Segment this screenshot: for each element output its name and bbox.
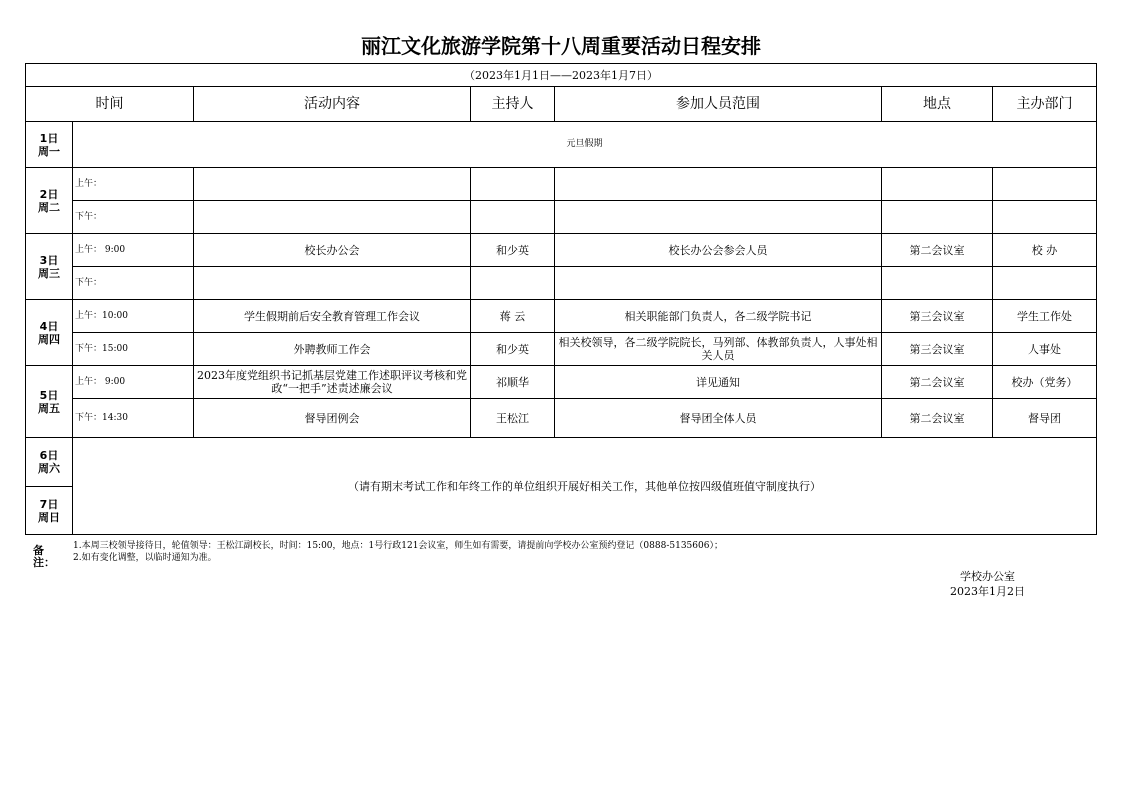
- day-cell-wed: [26, 234, 73, 300]
- time-cell: 下午：14:30: [73, 399, 194, 438]
- time-cell: 上午： 9:00: [73, 366, 194, 399]
- location-cell: 第二会议室: [882, 399, 993, 438]
- date-range: （2023年1月1日——2023年1月7日）: [26, 64, 1097, 87]
- participants-cell: 相关校领导，各二级学院院长，马列部、体教部负责人，人事处相关人员: [555, 333, 882, 366]
- day-date: 4日: [39, 319, 59, 333]
- header-location: 地点: [882, 87, 993, 122]
- header-organizer: 主办部门: [993, 87, 1097, 122]
- content-cell: 外聘教师工作会: [194, 333, 471, 366]
- time-cell: 上午：: [73, 168, 194, 201]
- table-row: [26, 399, 1097, 438]
- participants-cell: 详见通知: [555, 366, 882, 399]
- day-week: 周一: [38, 144, 60, 158]
- header-time: 时间: [26, 87, 194, 122]
- host-cell: 蒋 云: [471, 300, 555, 333]
- day-cell-tue: [26, 168, 73, 234]
- header-participants: 参加人员范围: [555, 87, 882, 122]
- table-row: [26, 366, 1097, 399]
- table-row: [26, 168, 1097, 201]
- location-cell: 第三会议室: [882, 300, 993, 333]
- time-cell: 上午：10:00: [73, 300, 194, 333]
- header-content: 活动内容: [194, 87, 471, 122]
- organizer-cell: 学生工作处: [993, 300, 1097, 333]
- notes-list: [73, 540, 723, 564]
- table-row: [26, 122, 1097, 168]
- time-cell: 下午：: [73, 267, 194, 300]
- host-cell: 祁顺华: [471, 366, 555, 399]
- time-cell: 下午：: [73, 201, 194, 234]
- day-date: 6日: [39, 449, 59, 462]
- location-cell: 第二会议室: [882, 366, 993, 399]
- signature: [940, 569, 1035, 599]
- content-cell: [194, 168, 471, 201]
- time-cell: 上午： 9:00: [73, 234, 194, 267]
- table-row: [26, 234, 1097, 267]
- header-host: 主持人: [471, 87, 555, 122]
- location-cell: [882, 267, 993, 300]
- signature-office: 学校办公室: [960, 570, 1015, 583]
- note-item: 2.如有变化调整，以临时通知为准。: [73, 553, 217, 563]
- host-cell: [471, 201, 555, 234]
- day-cell-sat: [26, 438, 73, 487]
- location-cell: [882, 168, 993, 201]
- participants-cell: [555, 168, 882, 201]
- time-cell: 下午：15:00: [73, 333, 194, 366]
- table-row: [26, 267, 1097, 300]
- organizer-cell: 校办（党务）: [993, 366, 1097, 399]
- host-cell: 和少英: [471, 234, 555, 267]
- table-row: [26, 333, 1097, 366]
- holiday-note: 元旦假期: [73, 122, 1097, 168]
- notes-label: 备注：: [33, 544, 55, 569]
- note-item: 1.本周三校领导接待日，轮值领导：王松江副校长，时间：15:00，地点：1号行政121会议室，师生如有需要，请提前向学校办公室预约登记（0888-5135606）；: [73, 541, 723, 551]
- host-cell: 王松江: [471, 399, 555, 438]
- page-title: 丽江文化旅游学院第十八周重要活动日程安排: [361, 34, 761, 58]
- day-week: 周三: [38, 266, 60, 280]
- host-cell: [471, 267, 555, 300]
- day-week: 周五: [38, 401, 60, 415]
- organizer-cell: 督导团: [993, 399, 1097, 438]
- location-cell: 第二会议室: [882, 234, 993, 267]
- organizer-cell: [993, 201, 1097, 234]
- day-week: 周日: [38, 510, 60, 524]
- participants-cell: [555, 267, 882, 300]
- content-cell: 学生假期前后安全教育管理工作会议: [194, 300, 471, 333]
- day-date: 1日: [39, 131, 59, 145]
- participants-cell: 督导团全体人员: [555, 399, 882, 438]
- host-cell: 和少英: [471, 333, 555, 366]
- signature-date: 2023年1月2日: [950, 585, 1025, 598]
- day-date: 3日: [39, 253, 59, 267]
- content-cell: [194, 201, 471, 234]
- organizer-cell: [993, 267, 1097, 300]
- day-date: 7日: [39, 497, 59, 511]
- weekend-note: （请有期末考试工作和年终工作的单位组织开展好相关工作，其他单位按四级值班值守制度执行）: [73, 438, 1097, 535]
- day-date: 5日: [39, 388, 59, 402]
- location-cell: 第三会议室: [882, 333, 993, 366]
- organizer-cell: 校 办: [993, 234, 1097, 267]
- location-cell: [882, 201, 993, 234]
- organizer-cell: 人事处: [993, 333, 1097, 366]
- day-week: 周二: [38, 200, 60, 214]
- day-cell-sun: [26, 487, 73, 535]
- organizer-cell: [993, 168, 1097, 201]
- day-cell-mon: [26, 122, 73, 168]
- table-row: [26, 438, 1097, 487]
- content-cell: 校长办公会: [194, 234, 471, 267]
- day-week: 周四: [38, 332, 60, 346]
- day-cell-fri: [26, 366, 73, 438]
- content-cell: [194, 267, 471, 300]
- table-row: [26, 201, 1097, 234]
- table-row: [26, 300, 1097, 333]
- content-cell: 2023年度党组织书记抓基层党建工作述职评议考核和党政“一把手”述责述廉会议: [194, 366, 471, 399]
- participants-cell: 校长办公会参会人员: [555, 234, 882, 267]
- content-cell: 督导团例会: [194, 399, 471, 438]
- host-cell: [471, 168, 555, 201]
- participants-cell: [555, 201, 882, 234]
- day-date: 2日: [39, 187, 59, 201]
- day-cell-thu: [26, 300, 73, 366]
- participants-cell: 相关职能部门负责人，各二级学院书记: [555, 300, 882, 333]
- day-week: 周六: [38, 462, 60, 475]
- schedule-table: [25, 63, 1097, 535]
